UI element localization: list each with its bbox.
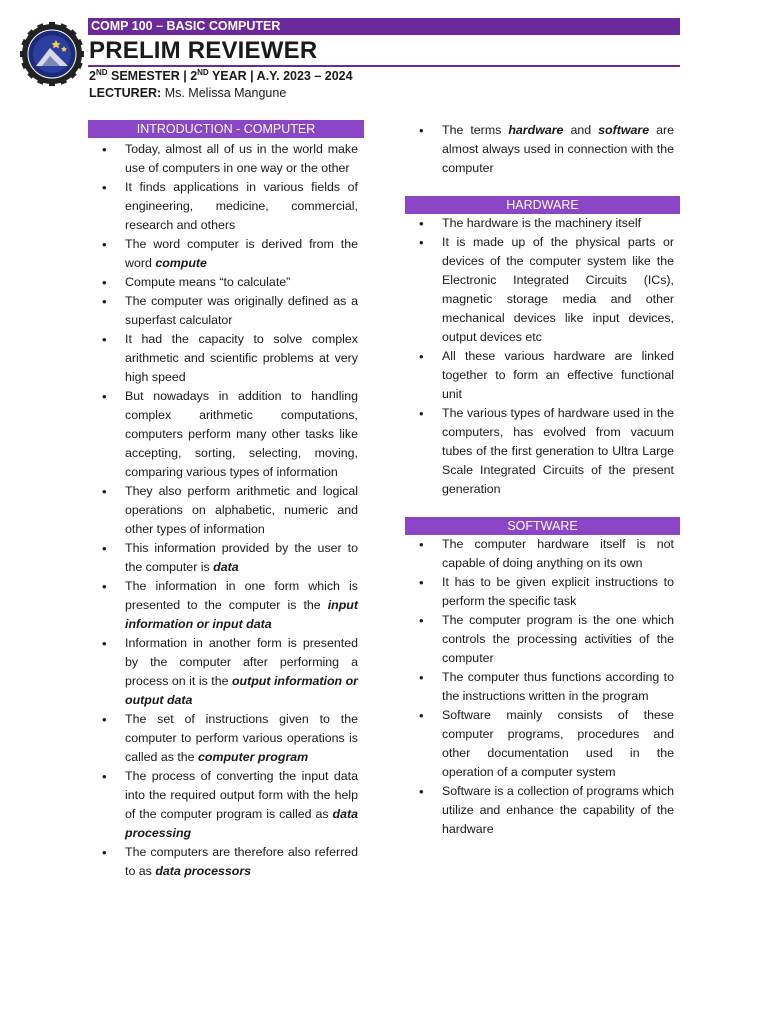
item-text: The information in one form which is presented to the computer is the <box>125 579 358 612</box>
key-term: data processing <box>125 807 358 840</box>
list-item <box>88 387 364 482</box>
list-item <box>88 577 364 634</box>
item-text: The computer hardware itself is not capable of doing anything on its own <box>442 537 674 570</box>
item-text: and <box>563 123 599 137</box>
list-item <box>88 539 364 577</box>
list-item <box>88 482 364 539</box>
list-item <box>405 233 680 347</box>
list-item <box>405 404 680 499</box>
list-item <box>88 292 364 330</box>
item-text: The computer thus functions according to the instructions written in the program <box>442 670 674 703</box>
left-column <box>88 120 364 881</box>
list-item <box>405 347 680 404</box>
intro-section-heading: INTRODUCTION - COMPUTER <box>88 120 364 138</box>
item-text: Software mainly consists of these computer programs, procedures and other documentation used in the operation of a computer system <box>442 708 674 779</box>
semester-number: 2 <box>89 69 96 83</box>
key-term: compute <box>155 256 207 270</box>
software-section-heading: SOFTWARE <box>405 517 680 535</box>
university-seal-icon <box>20 22 84 86</box>
list-item <box>405 214 680 233</box>
key-term: hardware <box>508 123 564 137</box>
item-text: The terms <box>442 123 509 137</box>
item-text: It has to be given explicit instructions to perform the specific task <box>442 575 674 608</box>
key-term: output information or output data <box>125 674 358 707</box>
item-text: They also perform arithmetic and logical operations on alphabetic, numeric and other types of information <box>125 484 358 536</box>
item-text: The computers are therefore also referred to as <box>125 845 358 878</box>
list-item <box>88 330 364 387</box>
key-term: software <box>598 123 650 137</box>
item-text: The various types of hardware used in the computers, has evolved from vacuum tubes of the first generation to Ultra Large Scale Integrated Circuits of the present generation <box>442 406 674 496</box>
list-item <box>405 782 680 839</box>
list-item <box>405 611 680 668</box>
lecturer-label: LECTURER: <box>89 86 162 100</box>
lecturer-name: Ms. Melissa Mangune <box>161 86 287 100</box>
academic-year: YEAR | A.Y. 2023 – 2024 <box>208 69 353 83</box>
intro-list <box>88 140 364 881</box>
right-column <box>405 121 680 839</box>
list-item <box>405 121 680 178</box>
software-list <box>405 535 680 839</box>
hardware-list <box>405 214 680 499</box>
key-term: data processors <box>155 864 252 878</box>
list-item <box>88 178 364 235</box>
item-text: It had the capacity to solve complex arithmetic and scientific problems at very high speed <box>125 332 358 384</box>
hardware-section-heading: HARDWARE <box>405 196 680 214</box>
item-text: The set of instructions given to the computer to perform various operations is called as the <box>125 712 358 764</box>
terms-list <box>405 121 680 178</box>
lecturer-line <box>89 85 286 102</box>
item-text: The computer program is the one which controls the processing activities of the computer <box>442 613 674 665</box>
item-text: are almost always used in connection with the computer <box>442 123 675 175</box>
item-text: The hardware is the machinery itself <box>442 216 642 230</box>
page-title: PRELIM REVIEWER <box>89 37 318 64</box>
item-text: The process of converting the input data into the required output form with the help of the computer program is called as <box>125 769 358 821</box>
item-text: It is made up of the physical parts or devices of the computer system like the Electronic Integrated Circuits (ICs), magnetic storage media and other mechanical devices like input devices, output devices etc <box>442 235 674 344</box>
item-text: Compute means “to calculate” <box>125 275 291 289</box>
course-title: COMP 100 – BASIC COMPUTER <box>91 19 281 33</box>
list-item <box>88 767 364 843</box>
list-item <box>405 668 680 706</box>
year-number: 2 <box>190 69 198 83</box>
list-item <box>405 535 680 573</box>
item-text: Today, almost all of us in the world make use of computers in one way or the other <box>125 142 358 175</box>
item-text: Software is a collection of programs which utilize and enhance the capability of the hardware <box>442 784 674 836</box>
semester-line <box>89 68 353 85</box>
semester-label: SEMESTER | <box>107 69 191 83</box>
semester-suffix: ND <box>95 68 108 77</box>
item-text: This information provided by the user to the computer is <box>125 541 358 574</box>
list-item <box>88 140 364 178</box>
item-text: All these various hardware are linked together to form an effective functional unit <box>442 349 674 401</box>
list-item <box>88 843 364 881</box>
list-item <box>405 573 680 611</box>
list-item <box>88 710 364 767</box>
key-term: data <box>213 560 239 574</box>
list-item <box>405 706 680 782</box>
title-divider <box>88 65 680 67</box>
item-text: Information in another form is presented by the computer after performing a process on it is the <box>125 636 358 688</box>
list-item <box>88 273 364 292</box>
key-term: computer program <box>198 750 309 764</box>
key-term: input information or input data <box>125 598 358 631</box>
course-banner <box>88 18 680 35</box>
item-text: The computer was originally defined as a superfast calculator <box>125 294 358 327</box>
item-text: The word computer is derived from the word <box>125 237 358 270</box>
list-item <box>88 235 364 273</box>
item-text: It finds applications in various fields of engineering, medicine, commercial, research and others <box>125 180 358 232</box>
list-item <box>88 634 364 710</box>
item-text: But nowadays in addition to handling complex arithmetic computations, computers perform many other tasks like accepting, sorting, selecting, moving, comparing various types of information <box>125 389 358 479</box>
year-suffix: ND <box>197 68 209 77</box>
